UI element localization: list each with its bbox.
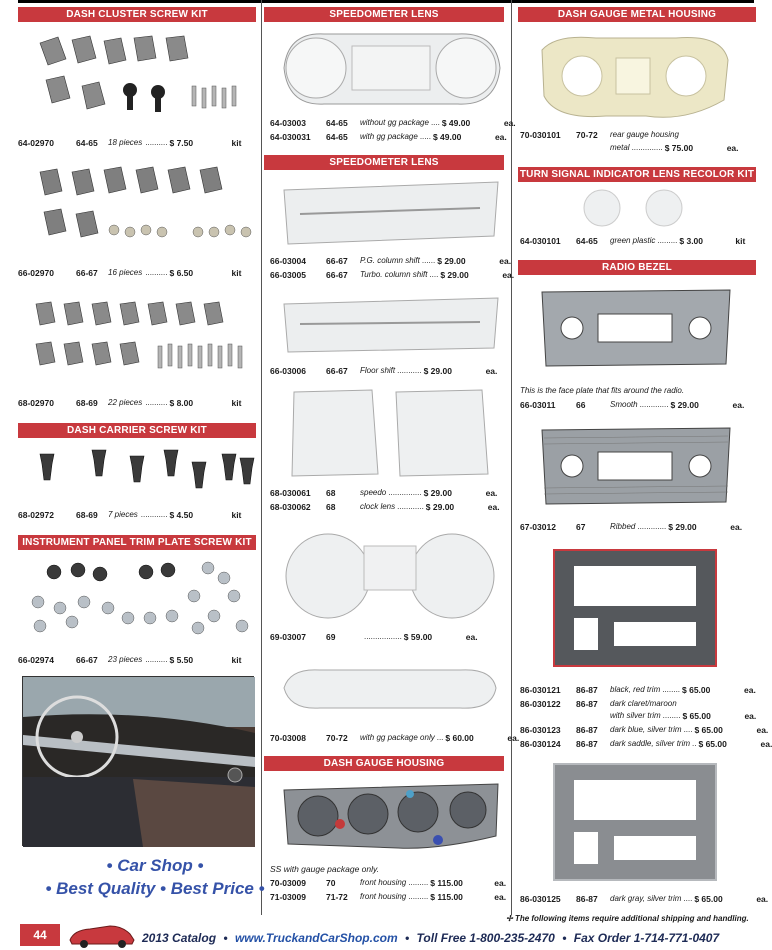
radio-bezel-photo: [538, 424, 734, 508]
list-item: 86-030121 86-87 black, red trim ........ $ 65.00 ea.: [520, 685, 756, 695]
page-footer: [0, 912, 770, 950]
list-item: 66-03004 66-67 P.G. column shift ...... $ 29.00 ea.: [270, 256, 512, 266]
list-item: 66-03006 66-67 Floor shift ........... $ 29.00 ea.: [270, 366, 498, 376]
section-header-metal-housing: DASH GAUGE METAL HOUSING: [518, 7, 756, 22]
list-item: 70-030101 70-72 rear gauge housing: [520, 130, 679, 140]
list-item: 66-02970 66-67 16 pieces .......... $ 6.50 kit: [18, 268, 242, 278]
list-item: 64-02970 64-65 18 pieces .......... $ 7.50 kit: [18, 138, 242, 148]
section-note: SS with gauge package only.: [270, 864, 379, 874]
list-item: 86-030124 86-87 dark saddle, silver trim .. $ 65.00 ea.: [520, 739, 772, 749]
list-item: 66-03005 66-67 Turbo. column shift .... $ 29.00 ea.: [270, 270, 515, 280]
top-rule: [18, 0, 754, 3]
section-header-speedometer-lens: SPEEDOMETER LENS: [264, 155, 504, 170]
list-item: 86-030122 86-87 dark claret/maroon: [520, 699, 677, 709]
section-note: This is the face plate that fits around the radio.: [520, 386, 685, 395]
speedometer-lens-photo: [280, 660, 500, 716]
section-header-dash-cluster: DASH CLUSTER SCREW KIT: [18, 7, 256, 22]
list-item: 70-03008 70-72 with gg package only ... $ 60.00 ea.: [270, 733, 520, 743]
list-item: 64-030101 64-65 green plastic ......... $ 3.00 kit: [520, 236, 746, 246]
list-item: 68-030062 68 clock lens ............ $ 29.00 ea.: [270, 502, 500, 512]
slogan-best-quality: • Best Quality • Best Price •: [45, 879, 265, 898]
shipping-note: ✢ The following items require additional shipping and handling.: [506, 914, 749, 923]
list-item: 70-03009 70 front housing ......... $ 115.00 ea.: [270, 878, 507, 888]
screw-kit-photo: [32, 160, 254, 254]
radio-bezel-photo: [550, 546, 720, 670]
car-logo-icon: [66, 920, 138, 950]
list-item: 69-03007 69 ................. $ 59.00 ea.: [270, 632, 478, 642]
section-header-speedometer-lens: SPEEDOMETER LENS: [264, 7, 504, 22]
slogan-car-shop: • Car Shop •: [106, 856, 204, 875]
speedometer-lens-photo: [280, 294, 502, 356]
list-item: 67-03012 67 Ribbed ............. $ 29.00 ea.: [520, 522, 743, 532]
turn-signal-lens-photo: [574, 188, 694, 228]
column-divider: [511, 0, 512, 915]
speedometer-lens-photo: [278, 26, 504, 110]
radio-bezel-photo: [538, 286, 734, 370]
speedometer-lens-photo: [284, 524, 496, 624]
toll-free-number: Toll Free 1-800-235-2470: [416, 931, 555, 945]
section-header-radio-bezel: RADIO BEZEL: [518, 260, 756, 275]
dashboard-interior-photo: [22, 676, 254, 846]
website-link[interactable]: www.TruckandCarShop.com: [234, 931, 398, 945]
gauge-housing-photo: [278, 778, 504, 856]
list-item-continued: metal .............. $ 75.00 ea.: [610, 143, 739, 153]
list-item: 86-030123 86-87 dark blue, silver trim .... $ 65.00 ea.: [520, 725, 769, 735]
section-header-turn-signal: TURN SIGNAL INDICATOR LENS RECOLOR KIT: [519, 169, 755, 180]
screw-kit-photo: [30, 444, 256, 494]
radio-bezel-photo: [550, 760, 720, 884]
metal-housing-photo: [536, 30, 732, 122]
list-item: 64-030031 64-65 with gg package ..... $ 49.00 ea.: [270, 132, 507, 142]
list-item: 68-02970 68-69 22 pieces .......... $ 8.00 kit: [18, 398, 242, 408]
speedometer-lens-photo: [280, 178, 502, 248]
list-item: 68-030061 68 speedo ............... $ 29.00 ea.: [270, 488, 498, 498]
page-number: 44: [20, 924, 60, 946]
footer-contact: 2013 Catalog • www.TruckandCarShop.com • Toll Free 1-800-235-2470 • Fax Order 1-714-771-0407: [142, 931, 720, 945]
column-divider: [261, 0, 262, 915]
screw-kit-photo: [30, 28, 256, 130]
section-header-dash-carrier: DASH CARRIER SCREW KIT: [18, 423, 256, 438]
list-item: 64-03003 64-65 without gg package .... $ 49.00 ea.: [270, 118, 516, 128]
section-header-dash-gauge-housing: DASH GAUGE HOUSING: [264, 756, 504, 771]
screw-kit-photo: [28, 556, 256, 640]
list-item: 71-03009 71-72 front housing ......... $ 115.00 ea.: [270, 892, 507, 902]
list-item: 66-02974 66-67 23 pieces .......... $ 5.50 kit: [18, 655, 242, 665]
list-item: 68-02972 68-69 7 pieces ............ $ 4.50 kit: [18, 510, 242, 520]
fax-number: Fax Order 1-714-771-0407: [573, 931, 720, 945]
screw-kit-photo: [28, 294, 254, 384]
list-item: 66-03011 66 Smooth ............. $ 29.00 ea.: [520, 400, 745, 410]
catalog-year: 2013 Catalog: [142, 931, 217, 945]
list-item-continued: with silver trim ........ $ 65.00 ea.: [610, 711, 757, 721]
section-header-instrument-panel: INSTRUMENT PANEL TRIM PLATE SCREW KIT: [18, 535, 256, 550]
list-item: 86-030125 86-87 dark gray, silver trim .... $ 65.00 ea.: [520, 894, 769, 904]
speedometer-lens-photo: [288, 386, 494, 480]
